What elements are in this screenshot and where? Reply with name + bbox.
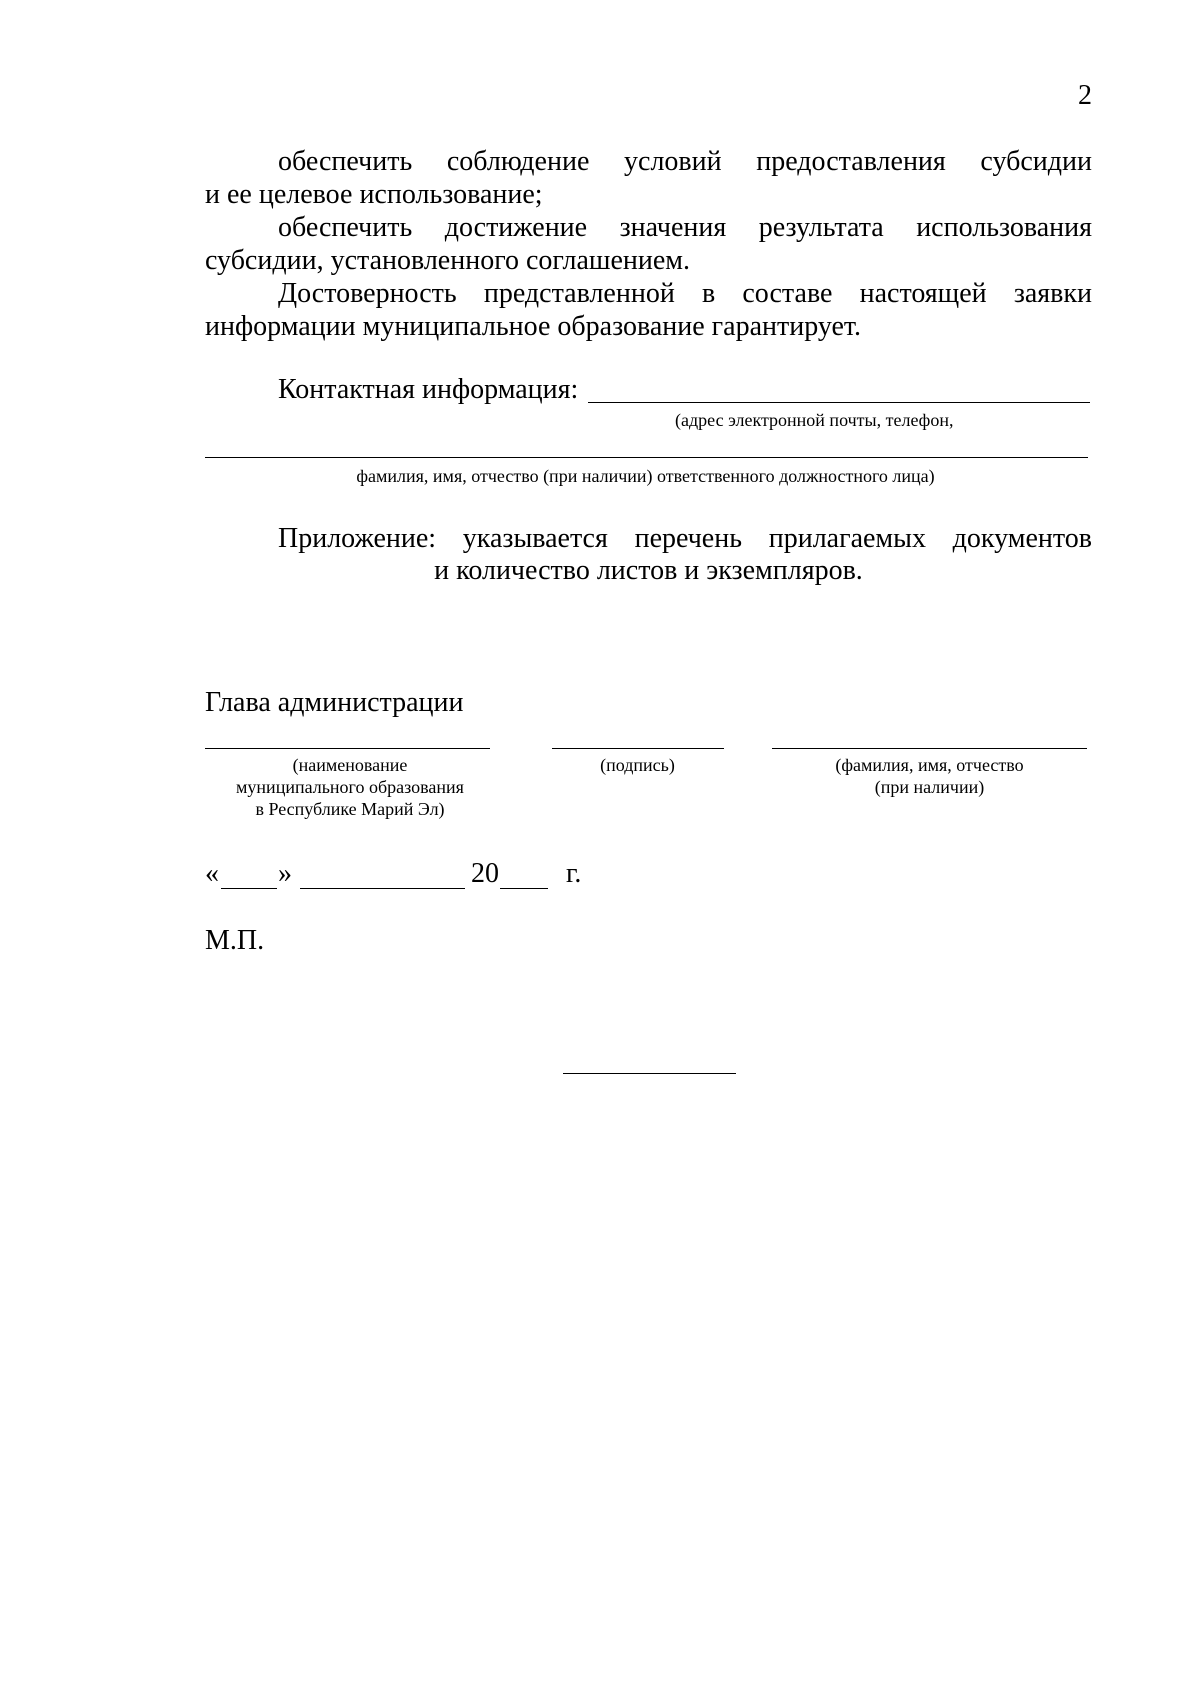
signature-line[interactable] bbox=[552, 748, 724, 749]
end-divider bbox=[563, 1073, 736, 1074]
hint-line: муниципального образования bbox=[236, 777, 464, 797]
month-field[interactable] bbox=[300, 888, 465, 889]
year-suffix: г. bbox=[566, 858, 582, 889]
day-field[interactable] bbox=[221, 888, 277, 889]
paragraph-line: Достоверность представленной в составе настоящей заявки bbox=[278, 278, 1092, 309]
org-name-line[interactable] bbox=[205, 748, 490, 749]
contact-fill-line[interactable] bbox=[588, 402, 1090, 403]
year-field[interactable] bbox=[500, 888, 548, 889]
paragraph-ensure-conditions bbox=[205, 145, 1092, 211]
contact-hint-line2: фамилия, имя, отчество (при наличии) ответственного должностного лица) bbox=[356, 466, 935, 486]
hint-line: в Республике Марий Эл) bbox=[255, 799, 445, 819]
paragraph-line: обеспечить достижение значения результата использования bbox=[278, 212, 1092, 243]
hint-line: (наименование bbox=[292, 755, 408, 775]
year-prefix: 20 bbox=[471, 858, 499, 889]
contact-label: Контактная информация: bbox=[278, 374, 579, 405]
paragraph-line: информации муниципальное образование гарантирует. bbox=[205, 311, 862, 342]
stamp-placeholder: М.П. bbox=[205, 925, 265, 956]
paragraph-line: субсидии, установленного соглашением. bbox=[205, 245, 690, 276]
date-open-quote: « bbox=[205, 858, 219, 889]
date-close-quote: » bbox=[278, 858, 292, 889]
page-number: 2 bbox=[1078, 80, 1092, 111]
full-name-hint bbox=[772, 754, 1087, 798]
org-name-hint bbox=[205, 754, 495, 820]
contact-hint-line1: (адрес электронной почты, телефон, bbox=[675, 410, 954, 430]
signatory-title: Глава администрации bbox=[205, 687, 464, 718]
hint-line: (при наличии) bbox=[874, 777, 985, 797]
annex-line1: Приложение: указывается перечень прилагаемых документов bbox=[278, 523, 1092, 554]
paragraph-line: и ее целевое использование; bbox=[205, 179, 543, 210]
contact-fill-line-2[interactable] bbox=[205, 457, 1088, 458]
signature-hint: (подпись) bbox=[600, 755, 675, 775]
hint-line: (фамилия, имя, отчество bbox=[835, 755, 1024, 775]
full-name-line[interactable] bbox=[772, 748, 1087, 749]
paragraph-ensure-result bbox=[205, 211, 1092, 277]
annex-line2: и количество листов и экземпляров. bbox=[434, 555, 863, 586]
paragraph-line: обеспечить соблюдение условий предоставления субсидии bbox=[278, 146, 1092, 177]
paragraph-reliability bbox=[205, 277, 1092, 343]
